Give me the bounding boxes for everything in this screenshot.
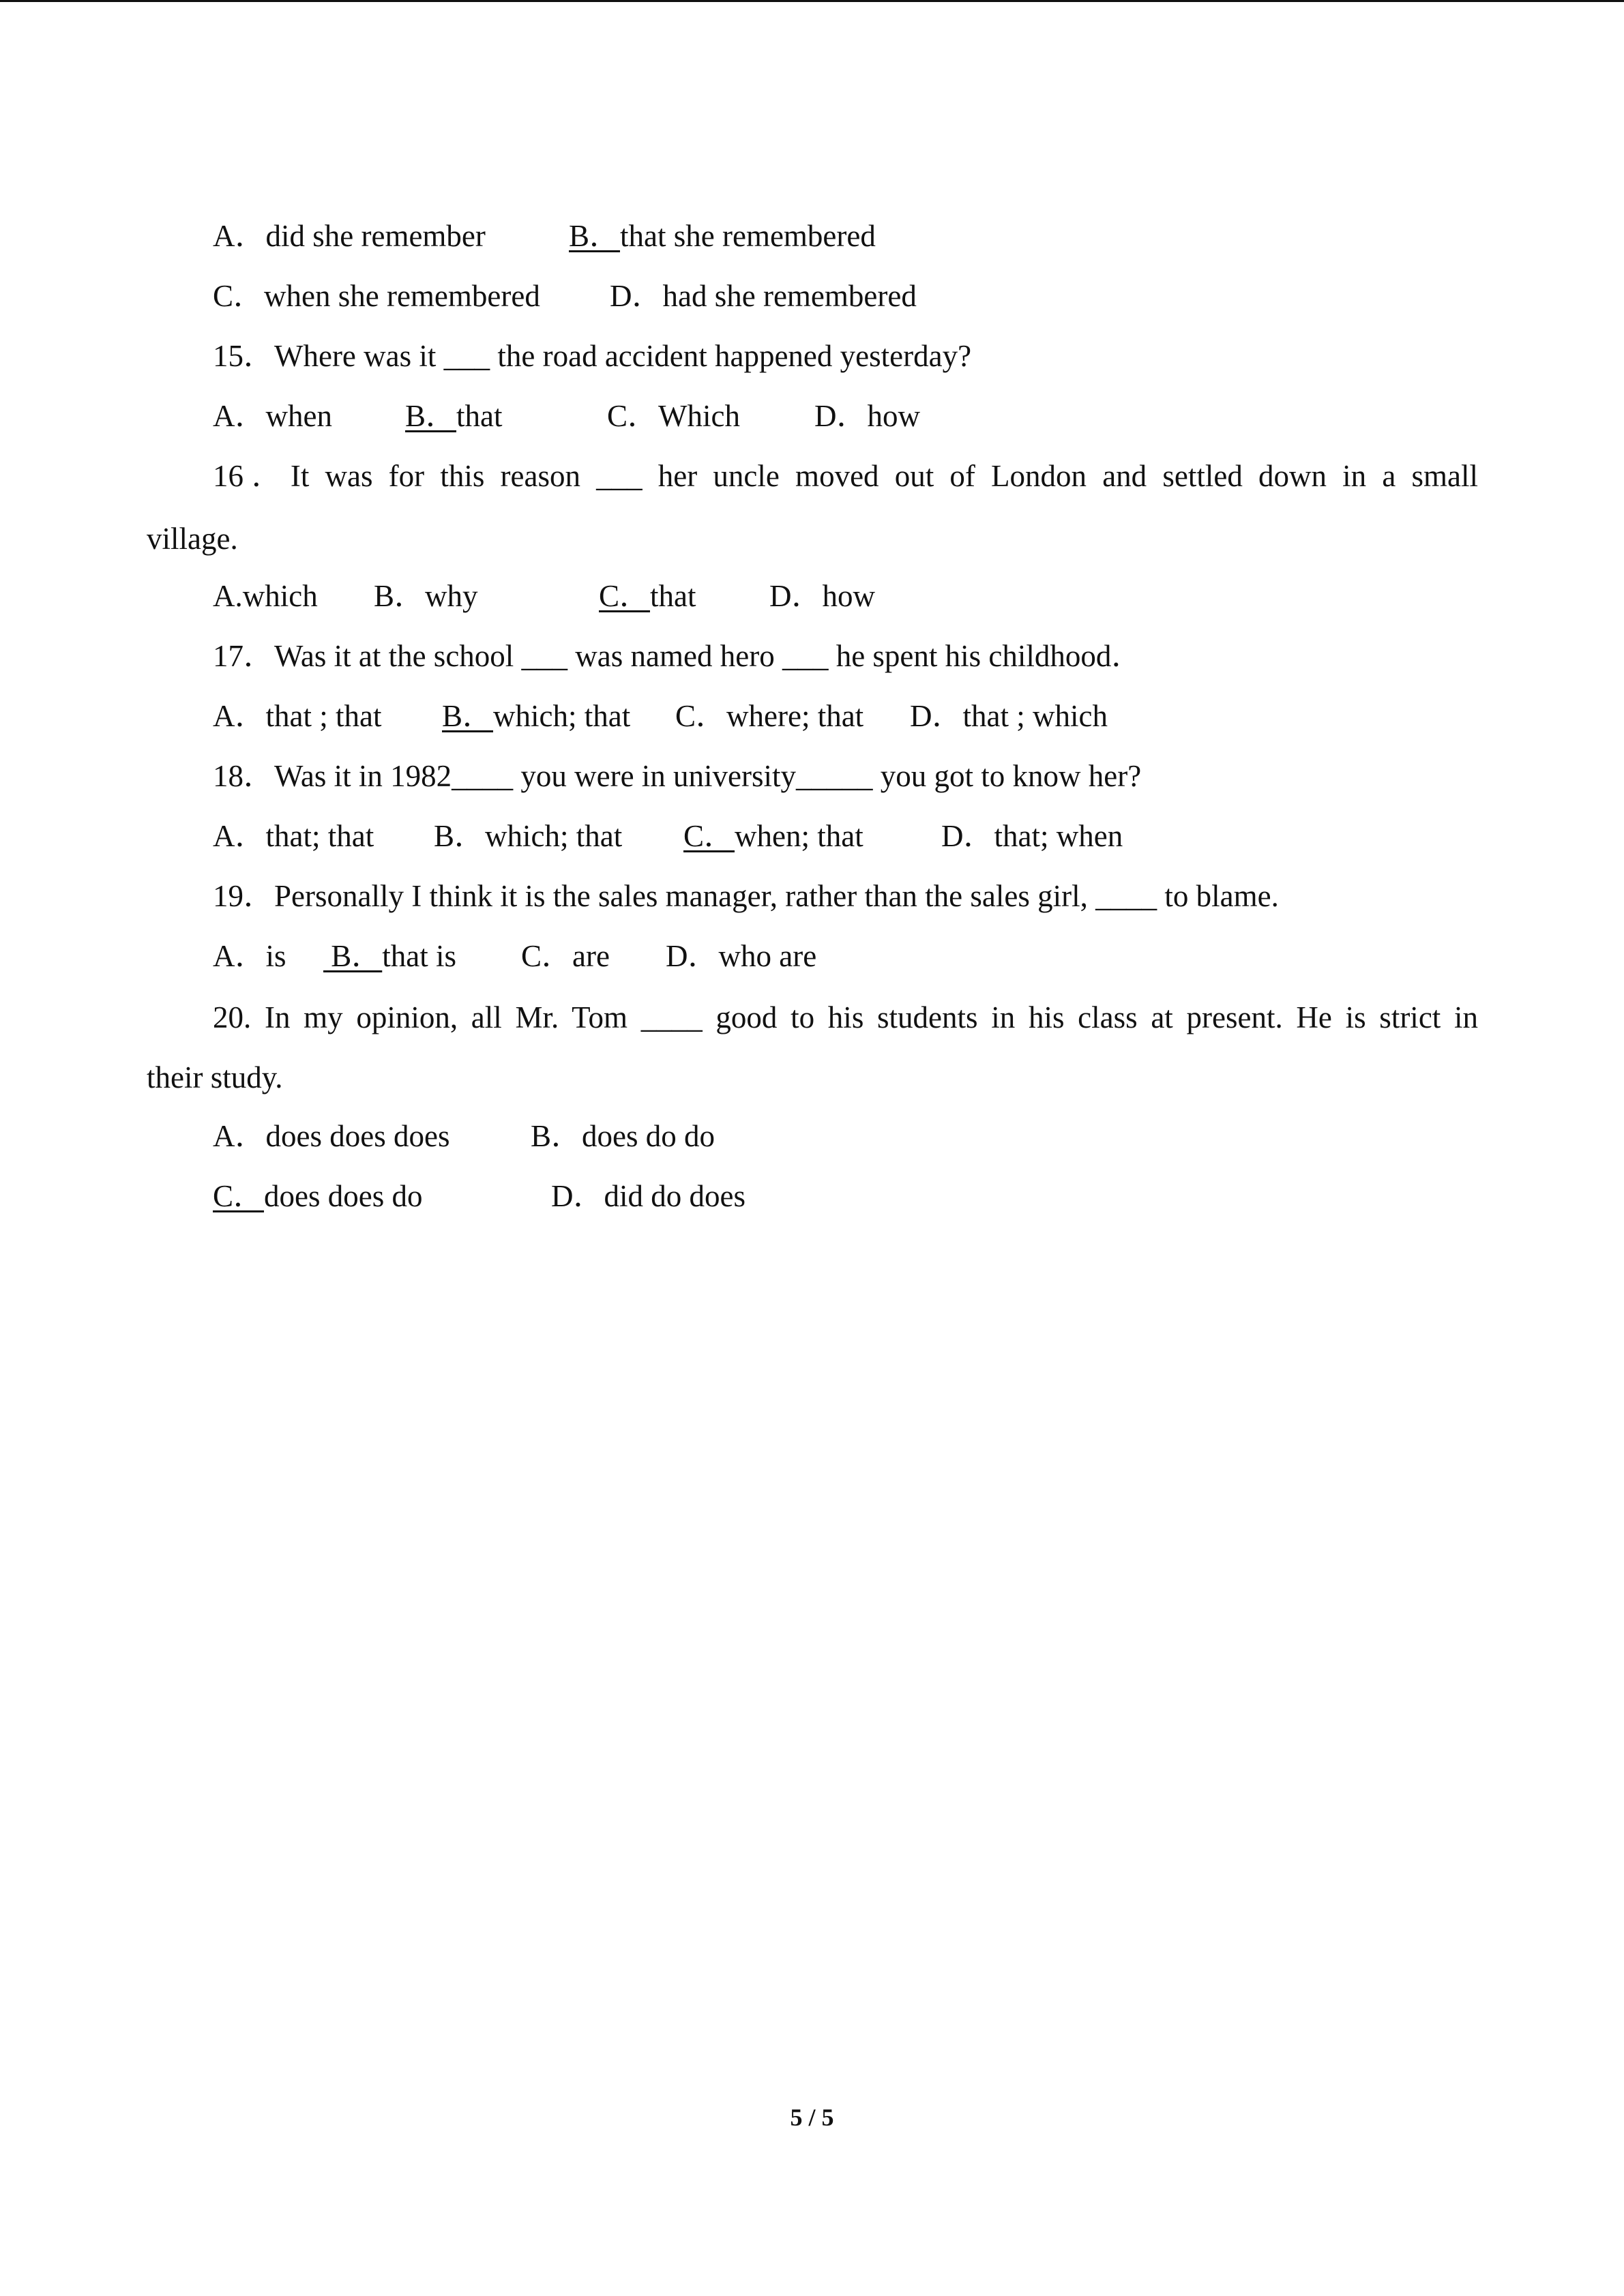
q14-option-a: A．did she remember (213, 219, 486, 253)
q18-option-c-text: when; that (735, 819, 863, 853)
q14-option-d: D．had she remembered (610, 279, 917, 313)
q15-option-b-text: that (456, 399, 503, 433)
q15-option-a: A．when (213, 399, 332, 433)
q17-option-a: A．that ; that (213, 699, 382, 733)
q18-answer-mark: C． (683, 819, 735, 853)
q20-question: 20. In my opinion, all Mr. Tom ____ good to his students in his class at present. He is strict in (213, 1000, 1478, 1034)
q16-option-d: D．how (769, 579, 875, 613)
q17-option-b (442, 697, 630, 735)
q17-answer-mark: B． (442, 699, 494, 733)
q17-option-c: C．where; that (675, 699, 864, 733)
q19-answer-mark: B． (323, 939, 383, 973)
q19-option-b-text: that is (382, 939, 457, 973)
q19-option-b (323, 937, 456, 975)
q19-question: 19．Personally I think it is the sales manager, rather than the sales girl, ____ to blame. (213, 879, 1279, 913)
q15-answer-mark: B． (405, 399, 457, 433)
q16-question-continued: village. (147, 522, 238, 556)
q15-option-b (405, 397, 503, 435)
q16-option-b: B．why (374, 579, 478, 613)
page-number: 5 / 5 (790, 2104, 834, 2131)
q18-option-d: D．that; when (941, 819, 1123, 853)
q16-answer-mark: C． (599, 579, 651, 613)
q18-question: 18．Was it in 1982____ you were in university_____ you got to know her? (213, 759, 1142, 793)
q19-option-a: A．is (213, 939, 286, 973)
q20-option-d: D．did do does (551, 1179, 745, 1213)
q20-option-c-text: does does do (264, 1179, 423, 1213)
q18-option-a: A．that; that (213, 819, 374, 853)
q16-question: 16．It was for this reason ___ her uncle moved out of London and settled down in a small (213, 459, 1478, 493)
q20-option-a: A．does does does (213, 1119, 450, 1153)
q20-answer-mark: C． (213, 1179, 265, 1213)
q20-question-continued: their study. (147, 1060, 283, 1094)
q19-option-c: C．are (521, 939, 610, 973)
q14-option-b (569, 217, 876, 255)
q14-answer-mark: B． (569, 219, 621, 253)
q15-option-d: D．how (814, 399, 920, 433)
q15-option-c: C．Which (607, 399, 740, 433)
q14-option-c: C．when she remembered (213, 279, 540, 313)
q18-option-c (683, 817, 863, 855)
q17-option-b-text: which; that (493, 699, 631, 733)
q17-question: 17．Was it at the school ___ was named hero ___ he spent his childhood． (213, 639, 1142, 673)
q16-option-c-text: that (650, 579, 696, 613)
q15-question: 15．Where was it ___ the road accident happened yesterday? (213, 339, 972, 373)
q19-option-d: D．who are (666, 939, 817, 973)
q17-option-d: D．that ; which (910, 699, 1108, 733)
q14-option-b-text: that she remembered (620, 219, 876, 253)
q16-option-c (599, 577, 696, 615)
q20-option-c (213, 1177, 423, 1215)
q16-option-a: A.which (213, 579, 318, 613)
q18-option-b: B．which; that (434, 819, 623, 853)
q20-option-b: B．does do do (531, 1119, 715, 1153)
